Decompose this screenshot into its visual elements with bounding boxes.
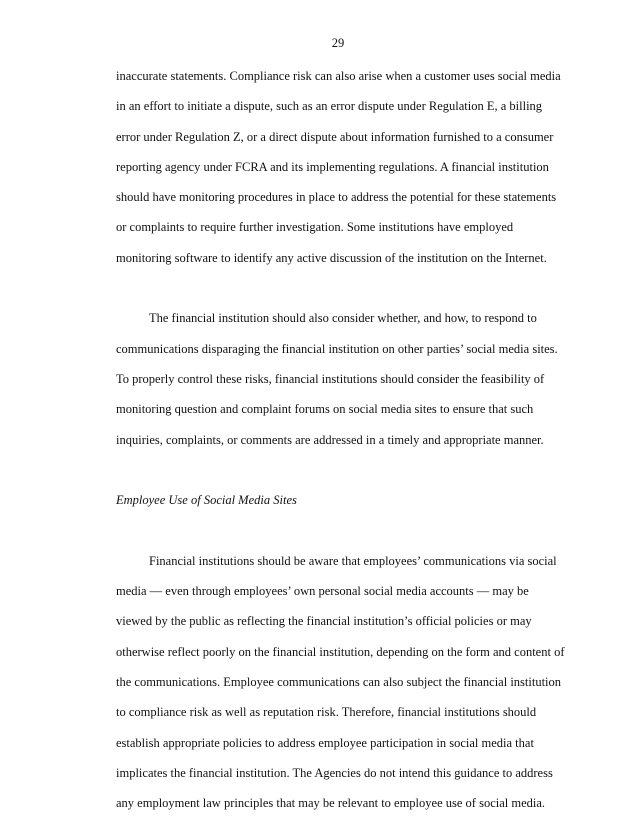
text-line: To properly control these risks, financial institutions should consider the feasibility of bbox=[116, 371, 545, 386]
text-line: the communications. Employee communications can also subject the financial institution bbox=[116, 674, 562, 689]
text-line: Financial institutions should be aware that employees’ communications via social bbox=[149, 553, 557, 568]
paragraph-disparaging-communications bbox=[116, 303, 558, 454]
text-line: any employment law principles that may be relevant to employee use of social media. bbox=[116, 796, 546, 811]
text-line: implicates the financial institution. The Agencies do not intend this guidance to address bbox=[116, 765, 553, 780]
paragraph-spacer bbox=[116, 455, 543, 485]
text-line: or complaints to require further investigation. Some institutions have employed bbox=[116, 220, 514, 235]
text-line: establish appropriate policies to address employee participation in social media that bbox=[116, 735, 534, 750]
document-body bbox=[116, 61, 565, 818]
text-line: communications disparaging the financial institution on other parties’ social media sites. bbox=[116, 341, 558, 356]
text-line: should have monitoring procedures in place to address the potential for these statements bbox=[116, 190, 557, 205]
paragraph-employee-use bbox=[116, 546, 565, 819]
text-line: reporting agency under FCRA and its implementing regulations. A financial institution bbox=[116, 159, 549, 174]
text-line: error under Regulation Z, or a direct dispute about information furnished to a consumer bbox=[116, 129, 554, 144]
page-number: 29 bbox=[331, 36, 345, 50]
paragraph-spacer bbox=[116, 273, 543, 303]
text-line: media — even through employees’ own personal social media accounts — may be bbox=[116, 584, 529, 599]
text-line: viewed by the public as reflecting the financial institution’s official policies or may bbox=[116, 614, 532, 629]
section-heading: Employee Use of Social Media Sites bbox=[116, 493, 297, 508]
text-line: otherwise reflect poorly on the financial institution, depending on the form and content of bbox=[116, 644, 565, 659]
text-line: inaccurate statements. Compliance risk can also arise when a customer uses social media bbox=[116, 69, 561, 83]
paragraph-compliance-risk bbox=[116, 61, 561, 273]
text-line: monitoring question and complaint forums on social media sites to ensure that such bbox=[116, 402, 534, 417]
text-line: inquiries, complaints, or comments are addressed in a timely and appropriate manner. bbox=[116, 432, 544, 447]
text-line: in an effort to initiate a dispute, such as an error dispute under Regulation E, a billing bbox=[116, 99, 543, 114]
text-line: The financial institution should also consider whether, and how, to respond to bbox=[149, 311, 537, 326]
text-line: to compliance risk as well as reputation risk. Therefore, financial institutions should bbox=[116, 705, 537, 720]
text-line: monitoring software to identify any active discussion of the institution on the Internet. bbox=[116, 250, 547, 265]
paragraph-spacer bbox=[116, 515, 543, 545]
